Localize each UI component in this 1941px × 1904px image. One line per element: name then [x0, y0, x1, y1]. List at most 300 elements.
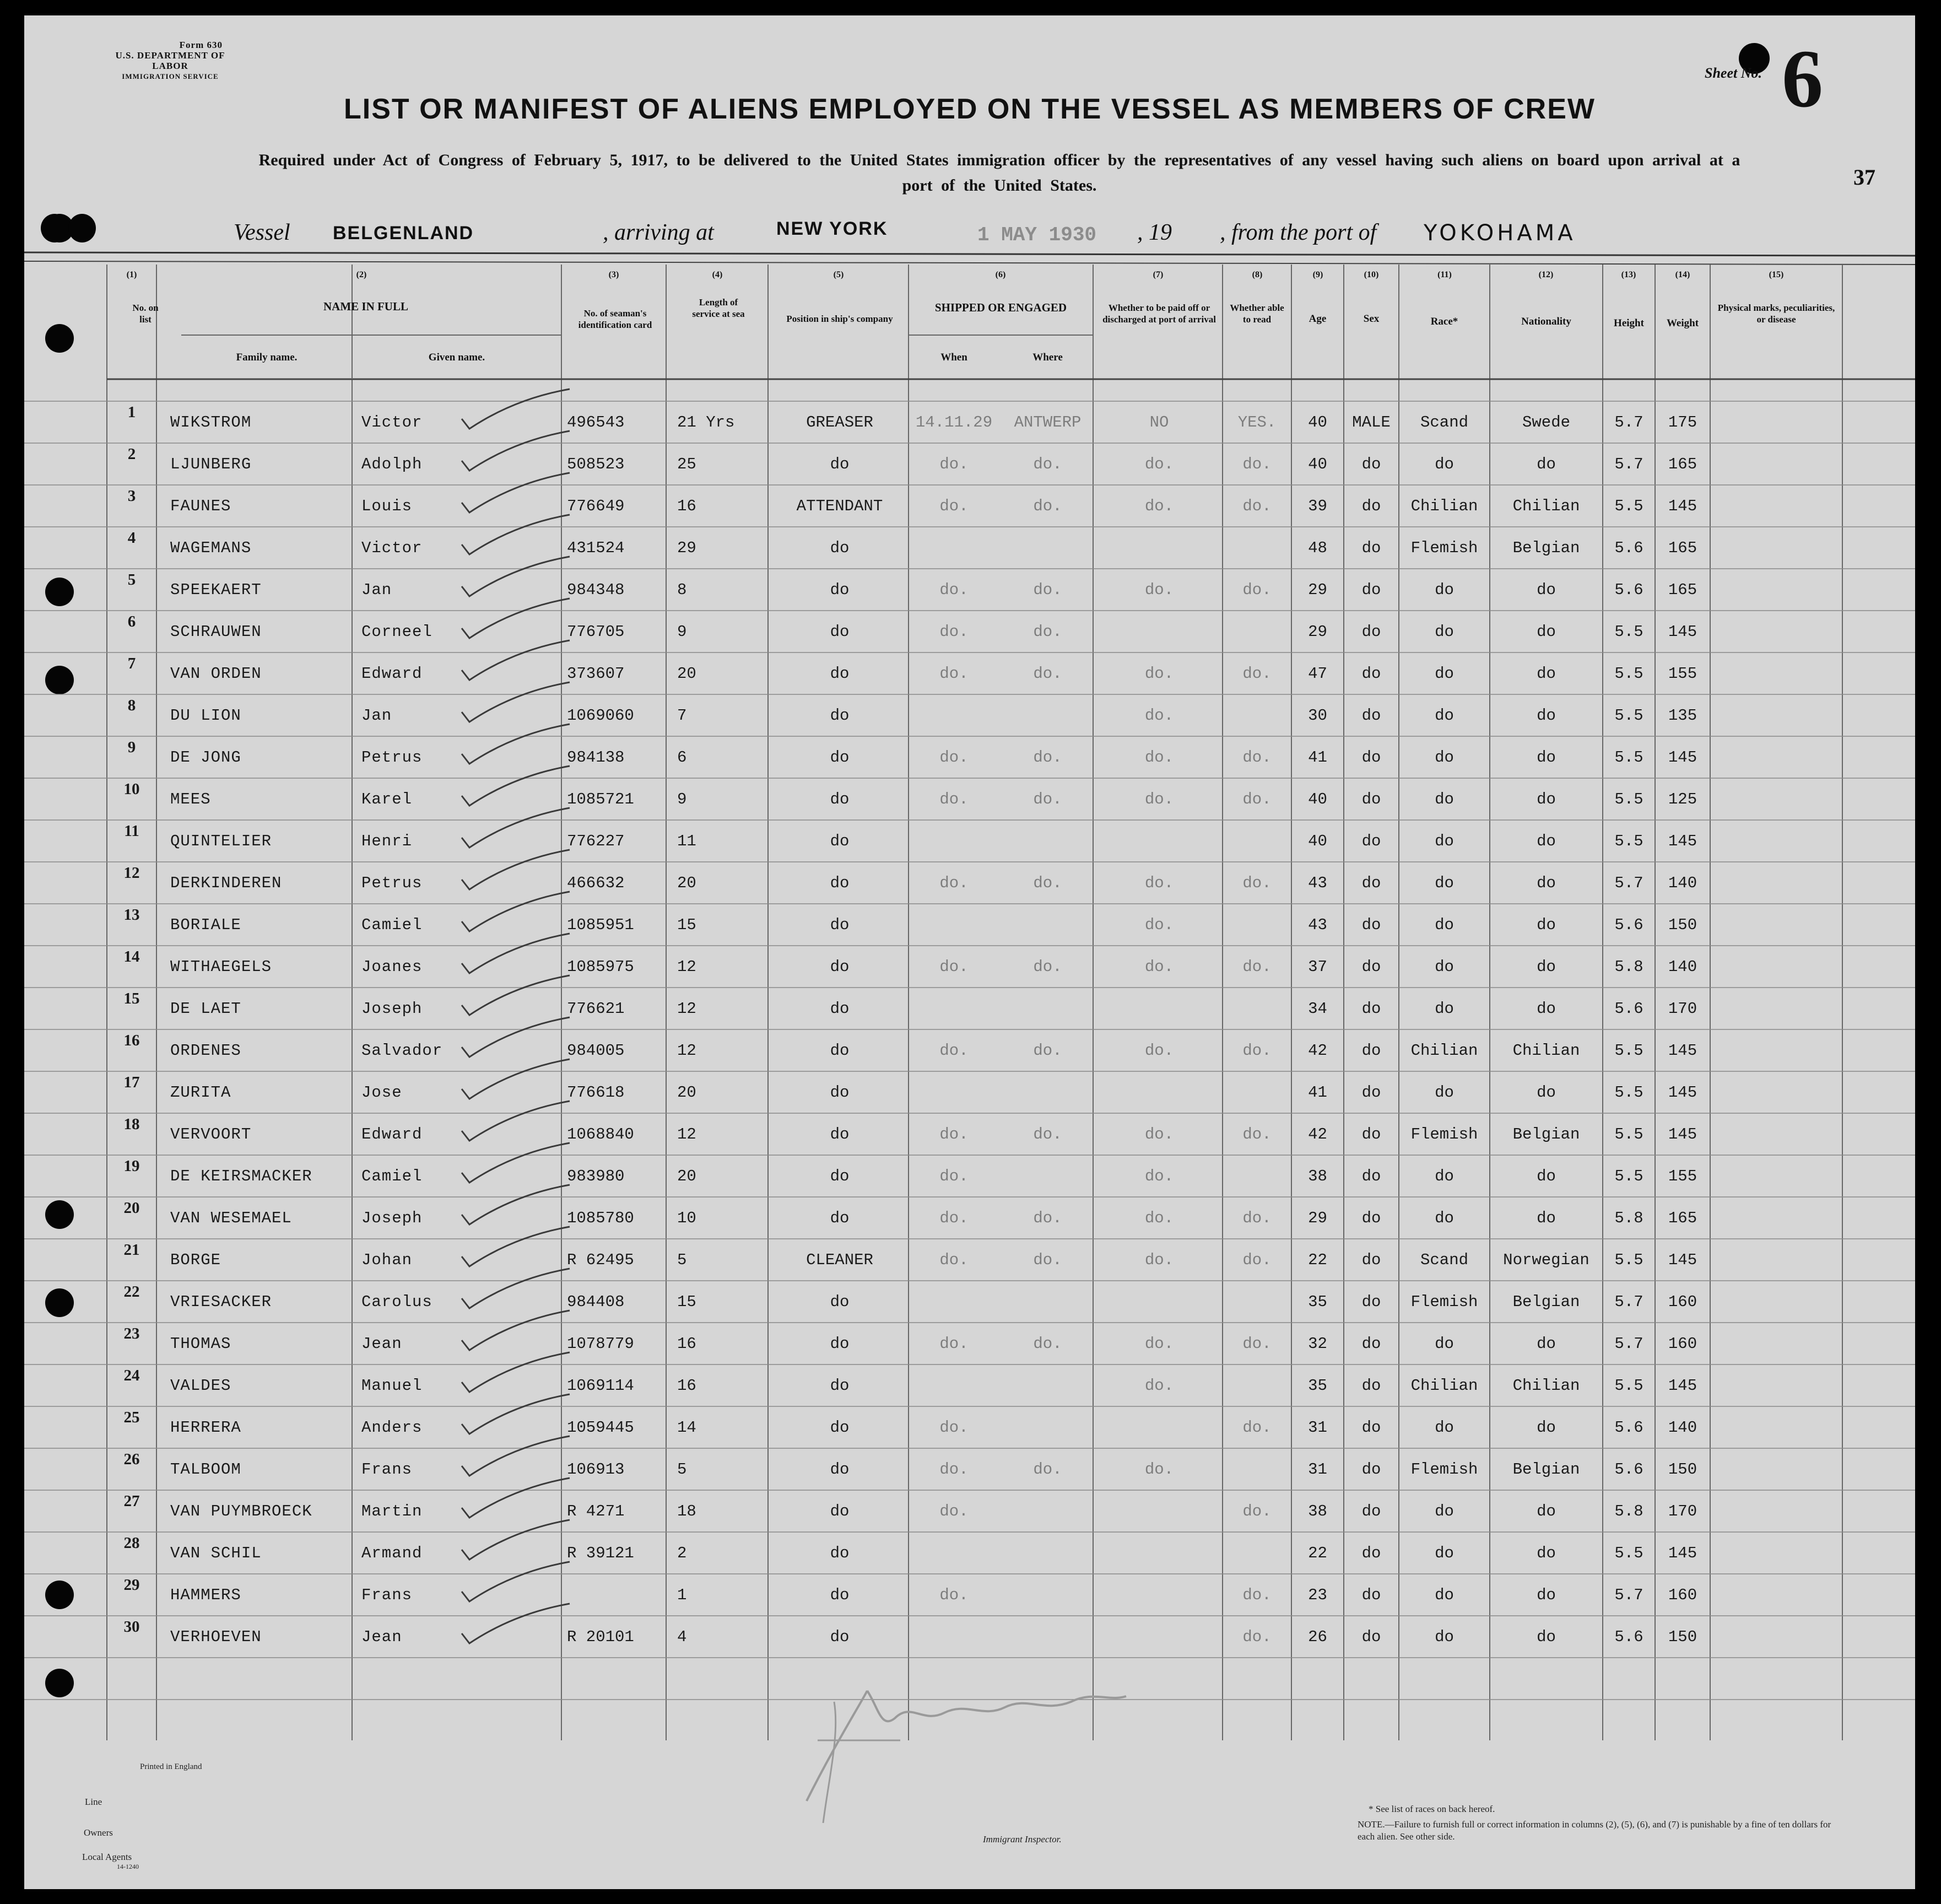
paid-off: do. [1144, 665, 1174, 683]
id-card-number: 1085721 [567, 790, 634, 808]
row-number: 25 [123, 1409, 140, 1426]
nationality: Chilian [1512, 497, 1580, 515]
height: 5.7 [1614, 874, 1643, 892]
race: do [1435, 1335, 1454, 1353]
year-label: , 19 [1137, 220, 1172, 245]
shipped-when: do. [939, 1335, 969, 1353]
family-name: FAUNES [170, 497, 231, 515]
row-number: 19 [123, 1157, 140, 1175]
header-given-name: Given name. [428, 352, 485, 363]
shipped-where: do. [1033, 581, 1062, 599]
length-of-service: 16 [677, 497, 696, 515]
race: do [1435, 706, 1454, 725]
weight: 145 [1668, 623, 1697, 641]
age: 40 [1308, 455, 1327, 473]
given-name: Joseph [361, 1000, 423, 1018]
length-of-service: 12 [677, 1000, 696, 1018]
row-number: 29 [123, 1576, 140, 1594]
nationality: do [1537, 1209, 1556, 1227]
age: 31 [1308, 1460, 1327, 1479]
height: 5.6 [1614, 1418, 1643, 1437]
ship-position: CLEANER [806, 1251, 873, 1269]
family-name: MEES [170, 790, 211, 808]
row-number: 11 [124, 822, 139, 840]
sex: do [1361, 1083, 1381, 1102]
height: 5.8 [1614, 958, 1643, 976]
family-name: QUINTELIER [170, 832, 272, 850]
race: Scand [1420, 413, 1468, 431]
owners-label: Owners [84, 1827, 113, 1838]
ship-position: do [830, 1125, 850, 1144]
height: 5.6 [1614, 1628, 1643, 1646]
age: 22 [1308, 1544, 1327, 1562]
race: do [1435, 832, 1454, 850]
row-number: 23 [123, 1325, 140, 1342]
given-name: Camiel [361, 1167, 423, 1185]
id-card-number: 776618 [567, 1083, 625, 1102]
length-of-service: 20 [677, 874, 696, 892]
paid-off: do. [1144, 958, 1174, 976]
family-name: SPEEKAERT [170, 581, 262, 599]
header-shipped: SHIPPED OR ENGAGED [934, 301, 1067, 314]
id-card-number: R 62495 [567, 1251, 634, 1269]
weight: 145 [1668, 497, 1697, 515]
height: 5.5 [1614, 1125, 1643, 1144]
given-name: Camiel [361, 916, 423, 934]
able-to-read: do. [1242, 958, 1272, 976]
family-name: HAMMERS [170, 1586, 241, 1604]
weight: 145 [1668, 1083, 1697, 1102]
page-subtitle: Required under Act of Congress of February 5, 1917, to be delivered to the United States immigration officer by the representatives of any vessel having such aliens on board upon arrival at a port of the United States. [258, 151, 1740, 195]
age: 42 [1308, 1125, 1327, 1144]
nationality: do [1537, 665, 1556, 683]
table-grid [24, 15, 1915, 1889]
height: 5.5 [1614, 497, 1643, 515]
given-name: Adolph [361, 455, 423, 473]
weight: 145 [1668, 1251, 1697, 1269]
length-of-service: 15 [677, 1293, 696, 1311]
ship-position: do [830, 1418, 850, 1437]
nationality: do [1537, 1418, 1556, 1437]
sex: do [1361, 623, 1381, 641]
ship-position: do [830, 539, 850, 557]
header-sex: Sex [1363, 313, 1380, 325]
family-name: VERVOORT [170, 1125, 252, 1144]
given-name: Victor [361, 413, 423, 431]
sex: do [1361, 1377, 1381, 1395]
family-name: DERKINDEREN [170, 874, 282, 892]
paid-off: do. [1144, 1377, 1174, 1395]
race: Chilian [1410, 497, 1478, 515]
nationality: do [1537, 623, 1556, 641]
height: 5.5 [1614, 1377, 1643, 1395]
given-name: Edward [361, 1125, 423, 1144]
id-card-number: 1078779 [567, 1335, 634, 1353]
row-number: 9 [127, 738, 136, 756]
age: 23 [1308, 1586, 1327, 1604]
ship-position: do [830, 1209, 850, 1227]
shipped-where: do. [1033, 665, 1062, 683]
given-name: Salvador [361, 1042, 443, 1060]
row-number: 12 [123, 864, 140, 882]
id-card-number: 984138 [567, 748, 625, 767]
shipped-where: do. [1033, 497, 1062, 515]
sex: do [1361, 581, 1381, 599]
row-number: 27 [123, 1492, 140, 1510]
sex: do [1361, 455, 1381, 473]
height: 5.5 [1614, 1251, 1643, 1269]
able-to-read: do. [1242, 1209, 1272, 1227]
able-to-read: do. [1242, 1502, 1272, 1520]
column-number: (6) [995, 270, 1006, 279]
race: do [1435, 958, 1454, 976]
weight: 170 [1668, 1000, 1697, 1018]
ship-position: do [830, 455, 850, 473]
printed-in: Printed in England [140, 1762, 202, 1771]
header-service: Length of service at sea [692, 297, 745, 319]
age: 40 [1308, 413, 1327, 431]
able-to-read: YES. [1237, 413, 1277, 431]
nationality: do [1537, 1502, 1556, 1520]
row-number: 4 [127, 529, 136, 547]
weight: 165 [1668, 581, 1697, 599]
id-card-number: 984348 [567, 581, 625, 599]
row-number: 22 [123, 1283, 140, 1301]
given-name: Carolus [361, 1293, 432, 1311]
race: do [1435, 1209, 1454, 1227]
length-of-service: 16 [677, 1377, 696, 1395]
race: do [1435, 1167, 1454, 1185]
agents-label: Local Agents [82, 1852, 132, 1862]
shipped-when: do. [939, 1167, 969, 1185]
ship-position: do [830, 1544, 850, 1562]
weight: 165 [1668, 1209, 1697, 1227]
id-card-number: 776227 [567, 832, 625, 850]
inspector-label: Immigrant Inspector. [983, 1834, 1062, 1844]
shipped-where: do. [1033, 623, 1062, 641]
shipped-where: do. [1033, 790, 1062, 808]
shipped-when: do. [939, 1251, 969, 1269]
weight: 140 [1668, 958, 1697, 976]
column-number: (7) [1153, 270, 1164, 279]
race: do [1435, 623, 1454, 641]
age: 35 [1308, 1293, 1327, 1311]
ship-position: do [830, 706, 850, 725]
age: 48 [1308, 539, 1327, 557]
shipped-when: do. [939, 748, 969, 767]
id-card-number: 984408 [567, 1293, 625, 1311]
given-name: Jose [361, 1083, 402, 1102]
row-number: 1 [127, 403, 136, 421]
arriving-label: , arriving at [603, 220, 714, 245]
shipped-where: do. [1033, 748, 1062, 767]
sex: do [1361, 748, 1381, 767]
sex: do [1361, 1628, 1381, 1646]
given-name: Martin [361, 1502, 423, 1520]
height: 5.7 [1614, 413, 1643, 431]
given-name: Petrus [361, 748, 423, 767]
id-card-number: 983980 [567, 1167, 625, 1185]
id-card-number: 776621 [567, 1000, 625, 1018]
paid-off: do. [1144, 497, 1174, 515]
shipped-when: do. [939, 1125, 969, 1144]
age: 32 [1308, 1335, 1327, 1353]
form-code: 14-1240 [117, 1863, 139, 1870]
given-name: Petrus [361, 874, 423, 892]
row-number: 6 [127, 613, 136, 630]
length-of-service: 2 [677, 1544, 687, 1562]
paid-off: do. [1144, 1335, 1174, 1353]
able-to-read: do. [1242, 1586, 1272, 1604]
weight: 140 [1668, 1418, 1697, 1437]
age: 43 [1308, 916, 1327, 934]
given-name: Armand [361, 1544, 423, 1562]
row-number: 18 [123, 1115, 140, 1133]
race: Flemish [1410, 539, 1478, 557]
shipped-where: do. [1033, 874, 1062, 892]
age: 29 [1308, 581, 1327, 599]
race: do [1435, 790, 1454, 808]
weight: 155 [1668, 1167, 1697, 1185]
weight: 160 [1668, 1335, 1697, 1353]
ship-position: GREASER [806, 413, 873, 431]
shipped-when: do. [939, 497, 969, 515]
races-note: * See list of races on back hereof. [1369, 1804, 1495, 1814]
nationality: do [1537, 1586, 1556, 1604]
vessel-label: Vessel [234, 220, 290, 245]
ship-position: do [830, 1628, 850, 1646]
family-name: BORIALE [170, 916, 241, 934]
given-name: Jan [361, 706, 392, 725]
race: do [1435, 1000, 1454, 1018]
length-of-service: 29 [677, 539, 696, 557]
sex: do [1361, 1167, 1381, 1185]
given-name: Frans [361, 1586, 413, 1604]
paid-off: do. [1144, 1251, 1174, 1269]
sex: do [1361, 1502, 1381, 1520]
age: 38 [1308, 1167, 1327, 1185]
sex: do [1361, 958, 1381, 976]
age: 34 [1308, 1000, 1327, 1018]
grid-line [24, 261, 1915, 265]
family-name: VAN WESEMAEL [170, 1209, 292, 1227]
sex: do [1361, 916, 1381, 934]
paid-off: do. [1144, 790, 1174, 808]
header-height: Height [1614, 317, 1644, 329]
able-to-read: do. [1242, 1628, 1272, 1646]
nationality: do [1537, 748, 1556, 767]
column-number: (1) [126, 270, 137, 279]
header-no-on-list: No. on list [132, 303, 159, 325]
ship-position: do [830, 1377, 850, 1395]
nationality: do [1537, 958, 1556, 976]
ship-position: do [830, 1000, 850, 1018]
page-title: LIST OR MANIFEST OF ALIENS EMPLOYED ON THE VESSEL AS MEMBERS OF CREW [344, 93, 1596, 125]
row-number: 30 [123, 1618, 140, 1636]
family-name: VAN SCHIL [170, 1544, 262, 1562]
paid-off: do. [1144, 874, 1174, 892]
shipped-when: do. [939, 958, 969, 976]
family-name: HERRERA [170, 1418, 241, 1437]
id-card-number: 1085951 [567, 916, 634, 934]
race: do [1435, 1083, 1454, 1102]
id-card-number: 1059445 [567, 1418, 634, 1437]
able-to-read: do. [1242, 874, 1272, 892]
weight: 150 [1668, 1460, 1697, 1479]
able-to-read: do. [1242, 1125, 1272, 1144]
sex: do [1361, 1000, 1381, 1018]
ship-position: do [830, 1335, 850, 1353]
height: 5.8 [1614, 1502, 1643, 1520]
ship-position: do [830, 1460, 850, 1479]
ship-position: ATTENDANT [796, 497, 883, 515]
header-race: Race* [1430, 316, 1458, 327]
sex: do [1361, 706, 1381, 725]
length-of-service: 12 [677, 1042, 696, 1060]
length-of-service: 14 [677, 1418, 696, 1437]
family-name: BORGE [170, 1251, 221, 1269]
given-name: Jean [361, 1628, 402, 1646]
column-number: (5) [833, 270, 844, 279]
age: 41 [1308, 1083, 1327, 1102]
race: Flemish [1410, 1125, 1478, 1144]
length-of-service: 9 [677, 623, 687, 641]
row-number: 14 [123, 948, 140, 966]
shipped-when: do. [939, 1502, 969, 1520]
paid-off: do. [1144, 1209, 1174, 1227]
race: do [1435, 1586, 1454, 1604]
column-number: (11) [1437, 270, 1452, 279]
column-number: (4) [712, 270, 723, 279]
id-card-number: 776705 [567, 623, 625, 641]
row-number: 5 [127, 571, 136, 589]
column-number: (15) [1769, 270, 1784, 279]
nationality: do [1537, 916, 1556, 934]
shipped-where: do. [1033, 455, 1062, 473]
ship-position: do [830, 623, 850, 641]
weight: 155 [1668, 665, 1697, 683]
sex: do [1361, 1293, 1381, 1311]
sex: do [1361, 497, 1381, 515]
grid-line [24, 252, 1915, 256]
column-number: (14) [1675, 270, 1690, 279]
paid-off: do. [1144, 1042, 1174, 1060]
nationality: Belgian [1512, 1460, 1580, 1479]
shipped-when: do. [939, 665, 969, 683]
row-number: 28 [123, 1534, 140, 1552]
height: 5.5 [1614, 623, 1643, 641]
nationality: do [1537, 874, 1556, 892]
nationality: Norwegian [1503, 1251, 1589, 1269]
weight: 160 [1668, 1586, 1697, 1604]
age: 47 [1308, 665, 1327, 683]
form-number: Form 630 [179, 40, 223, 50]
row-number: 26 [123, 1450, 140, 1468]
checkmark-icon [459, 1600, 581, 1650]
race: Chilian [1410, 1042, 1478, 1060]
service: IMMIGRATION SERVICE [122, 72, 219, 80]
given-name: Johan [361, 1251, 413, 1269]
length-of-service: 8 [677, 581, 687, 599]
nationality: do [1537, 832, 1556, 850]
column-number: (3) [608, 270, 619, 279]
paid-off: do. [1144, 1125, 1174, 1144]
paid-off: do. [1144, 706, 1174, 725]
id-card-number: 984005 [567, 1042, 625, 1060]
row-number: 7 [127, 655, 136, 672]
paid-off: do. [1144, 455, 1174, 473]
ship-position: do [830, 832, 850, 850]
race: do [1435, 1544, 1454, 1562]
sheet-label: Sheet No. [1705, 65, 1762, 81]
family-name: THOMAS [170, 1335, 231, 1353]
race: Flemish [1410, 1293, 1478, 1311]
page-number: 37 [1853, 165, 1875, 190]
nationality: do [1537, 1628, 1556, 1646]
age: 38 [1308, 1502, 1327, 1520]
height: 5.7 [1614, 1335, 1643, 1353]
age: 42 [1308, 1042, 1327, 1060]
ship-position: do [830, 874, 850, 892]
weight: 140 [1668, 874, 1697, 892]
age: 40 [1308, 790, 1327, 808]
family-name: WAGEMANS [170, 539, 252, 557]
sex: do [1361, 1460, 1381, 1479]
length-of-service: 11 [677, 832, 696, 850]
shipped-when: do. [939, 623, 969, 641]
age: 37 [1308, 958, 1327, 976]
able-to-read: do. [1242, 581, 1272, 599]
family-name: ZURITA [170, 1083, 231, 1102]
weight: 170 [1668, 1502, 1697, 1520]
height: 5.6 [1614, 1000, 1643, 1018]
ship-position: do [830, 1083, 850, 1102]
length-of-service: 18 [677, 1502, 696, 1520]
race: do [1435, 665, 1454, 683]
id-card-number: R 39121 [567, 1544, 634, 1562]
family-name: VRIESACKER [170, 1293, 272, 1311]
paid-off: do. [1144, 748, 1174, 767]
sex: do [1361, 539, 1381, 557]
shipped-when: do. [939, 581, 969, 599]
given-name: Henri [361, 832, 413, 850]
row-number: 3 [127, 487, 136, 505]
given-name: Edward [361, 665, 423, 683]
length-of-service: 25 [677, 455, 696, 473]
row-number: 24 [123, 1367, 140, 1384]
able-to-read: do. [1242, 748, 1272, 767]
weight: 145 [1668, 1125, 1697, 1144]
given-name: Karel [361, 790, 413, 808]
able-to-read: do. [1242, 790, 1272, 808]
sex: do [1361, 1586, 1381, 1604]
id-card-number: 508523 [567, 455, 625, 473]
length-of-service: 5 [677, 1460, 687, 1479]
header-name-in-full: NAME IN FULL [323, 300, 408, 313]
row-number: 2 [127, 445, 136, 463]
sex: MALE [1352, 413, 1391, 431]
header-marks: Physical marks, peculiarities, or disease [1717, 303, 1835, 325]
height: 5.5 [1614, 748, 1643, 767]
header-weight: Weight [1666, 317, 1699, 329]
nationality: Belgian [1512, 1293, 1580, 1311]
given-name: Anders [361, 1418, 423, 1437]
row-number: 15 [123, 990, 140, 1007]
weight: 160 [1668, 1293, 1697, 1311]
length-of-service: 7 [677, 706, 687, 725]
shipped-where: do. [1033, 1335, 1062, 1353]
column-number: (8) [1252, 270, 1263, 279]
